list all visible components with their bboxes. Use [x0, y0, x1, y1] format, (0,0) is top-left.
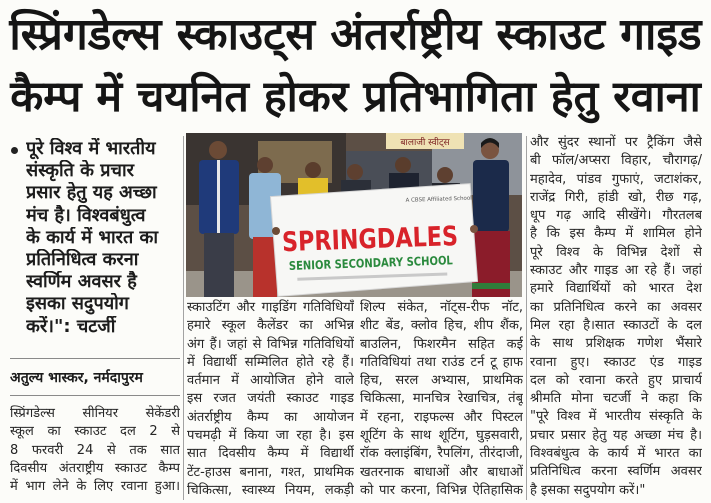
article-line: बाउलिन, फिशरमैन सहित कई: [360, 336, 523, 352]
banner-title: SPRINGDALES: [281, 219, 496, 259]
hand-left: [272, 227, 280, 235]
pull-quote-line: संस्कृति के प्रचार: [26, 160, 134, 182]
byline: अतुल्य भास्कर, नर्मदापुरम: [10, 370, 143, 386]
article-line: विश्वबंधुत्व के कार्य में भारत का: [530, 446, 702, 462]
pull-quote-line: मंच है। विश्वबंधुत्व: [26, 204, 146, 226]
article-line: चिकित्सा, स्वास्थ्य नियम, लकड़ी: [187, 482, 354, 498]
article-line: प्रतिनिधित्व करना स्वर्णिम अवसर: [530, 464, 702, 480]
article-line: टेंट-हाउस बनाना, गश्त, प्राथमिक: [187, 464, 354, 480]
pull-quote-line: प्रतिनिधित्व करना: [26, 248, 139, 270]
article-line: स्काउट और गाइड आ रहे हैं। जहां: [530, 263, 702, 279]
news-photo-scene: [186, 133, 522, 297]
article-line: वर्तमान में आयोजित होने वाले: [187, 373, 354, 389]
article-line: हमारे विद्यार्थियों को भारत देश: [530, 281, 702, 297]
headline-line-1: स्प्रिंगडेल्स स्काउट्स अंतर्राष्ट्रीय स्काउट गाइड: [9, 9, 702, 60]
pull-quote-line: के कार्य में भारत का: [26, 226, 159, 248]
article-line: 8 फरवरी 24 से तक सात: [10, 442, 180, 458]
pull-quote-line: प्रसार हेतु यह अच्छा: [26, 182, 157, 204]
head: [395, 157, 411, 173]
pull-quote: [26, 138, 182, 338]
article-line: सात दिवसीय कैम्प में विद्यार्थी: [187, 446, 354, 462]
article-line: पूरे विश्व के विभिन्न देशों से: [530, 244, 702, 260]
trousers: [204, 233, 234, 297]
shop-sign-text: बालाजी स्वीट्स: [400, 138, 450, 148]
article-line: और सुंदर स्थानों पर ट्रैकिंग जैसे: [530, 135, 702, 150]
article-line: हिच, सरल अभ्यास, प्राथमिक: [360, 373, 523, 389]
article-line: शूटिंग के साथ शूटिंग, घुड़सवारी,: [360, 428, 523, 444]
article-line: मिल रहा है।सात स्काउटों के दल: [530, 317, 702, 333]
head: [209, 141, 227, 159]
jacket-stripe: [217, 160, 220, 234]
article-line: बी फॉल/अप्सरा विहार, चौरागढ़/: [530, 153, 702, 169]
article-line: में विद्यार्थी सम्मिलित होते रहे हैं।: [187, 354, 354, 370]
headline-line-2: कैम्प में चयनित होकर प्रतिभागिता हेतु रवाना: [10, 72, 701, 122]
article-line: श्रीमति मोना चटर्जी ने कहा कि: [530, 391, 702, 407]
article-line: को पार करना, विभिन्न ऐतिहासिक: [360, 482, 523, 498]
byline-top-rule: [10, 358, 180, 359]
article-line: रॉक क्लाइंबिंग, रैपलिंग, तीरंदाजी,: [360, 446, 523, 462]
article-line: है कि इस कैम्प में शामिल होने: [530, 226, 702, 242]
article-line: स्काउटिंग और गाइडिंग गतिविधियाँ: [187, 300, 354, 315]
article-column-middle-right: [360, 299, 523, 500]
head: [437, 167, 453, 183]
article-line: है इसका सदुपयोग करें।": [530, 482, 646, 498]
hand-right: [470, 225, 478, 233]
head: [257, 157, 273, 173]
article-column-right: [530, 134, 702, 500]
article-line: "पूरे विश्व में भारतीय संस्कृति के: [530, 409, 702, 425]
article-line: धूप गढ़ आदि सीखेंगे। गौरतलब: [530, 208, 702, 224]
article-line: महादेव, पांडव गुफाएं, जटाशंकर,: [530, 171, 702, 187]
article-line: अंग हैं। जहां से विभिन्न गतिविधियों: [187, 336, 354, 352]
sari-border: [472, 283, 510, 289]
article-line: चिकित्सा, मानचित्र रेखाचित्र, तंबू: [360, 391, 523, 407]
article-line: गतिविधियां तथा राउंड टर्न टू हाफ: [360, 354, 523, 370]
teacher-woman: [472, 138, 510, 297]
article-line: शीट बेंड, क्लोव हिच, शीप शैंक,: [360, 318, 523, 334]
article-line: में भाग लेने के लिए रवाना हुआ।: [10, 479, 180, 495]
banner-tagline: A CBSE Affiliated School: [405, 195, 472, 204]
article-line: रवाना हुए। स्काउट एंड गाइड: [530, 354, 702, 370]
pull-quote-line: पूरे विश्व में भारतीय: [26, 138, 156, 159]
byline-bottom-rule: [10, 395, 180, 396]
article-column-middle-left: [187, 299, 354, 500]
article-line: में रहना, राइफल्स और पिस्टल: [360, 409, 523, 425]
article-line: अंतर्राष्ट्रीय कैम्प का आयोजन: [187, 409, 354, 425]
article-line: हमारे स्कूल कैलेंडर का अभिन्न: [187, 318, 354, 334]
news-photo: [186, 133, 522, 297]
pull-quote-line: करें।": चटर्जी: [26, 315, 116, 337]
article-line: शिल्प संकेत, नॉट्स-रीफ नॉट,: [360, 300, 523, 315]
head: [305, 162, 321, 178]
jacket: [473, 160, 509, 232]
article-line: दिवसीय अंतराष्ट्रीय स्काउट कैम्प: [10, 460, 180, 476]
article-line: खतरनाक बाधाओं और बाधाओं: [360, 464, 523, 480]
article-line: दल को रवाना करते हुए प्राचार्य: [530, 372, 702, 388]
article-line: का प्रतिनिधित्व करने का अवसर: [530, 299, 702, 315]
shop-sign: [386, 133, 464, 149]
head: [347, 164, 363, 180]
column-divider-right: [526, 136, 527, 500]
article-line: के साथ प्रशिक्षक गणेश भैंसारे: [530, 336, 702, 352]
article-line: राजेंद्र गिरी, हांडी खो, रीछ गढ़,: [530, 189, 702, 205]
article-line: पचमढ़ी में किया जा रहा है। इस: [187, 428, 354, 444]
article-line: स्कूल का स्काउट दल 2 से: [10, 424, 180, 440]
article-line: प्रचार प्रसार हेतु यह अच्छा मंच है।: [530, 427, 702, 443]
pull-quote-bullet-icon: [11, 147, 18, 154]
pull-quote-line: इसका सदुपयोग: [26, 293, 129, 315]
article-line: स्प्रिंगडेल्स सीनियर सेकेंडरी: [10, 406, 180, 421]
legs: [253, 237, 277, 297]
school-banner: [270, 183, 496, 296]
column-divider-left: [183, 136, 184, 500]
teacher-man: [199, 141, 239, 297]
pull-quote-line: स्वर्णिम अवसर है: [26, 271, 137, 293]
article-column-left: [10, 405, 180, 496]
banner-subtitle: SENIOR SECONDARY SCHOOL: [288, 252, 487, 273]
article-line: इस रजत जयंती स्काउट गाइड: [187, 391, 354, 407]
